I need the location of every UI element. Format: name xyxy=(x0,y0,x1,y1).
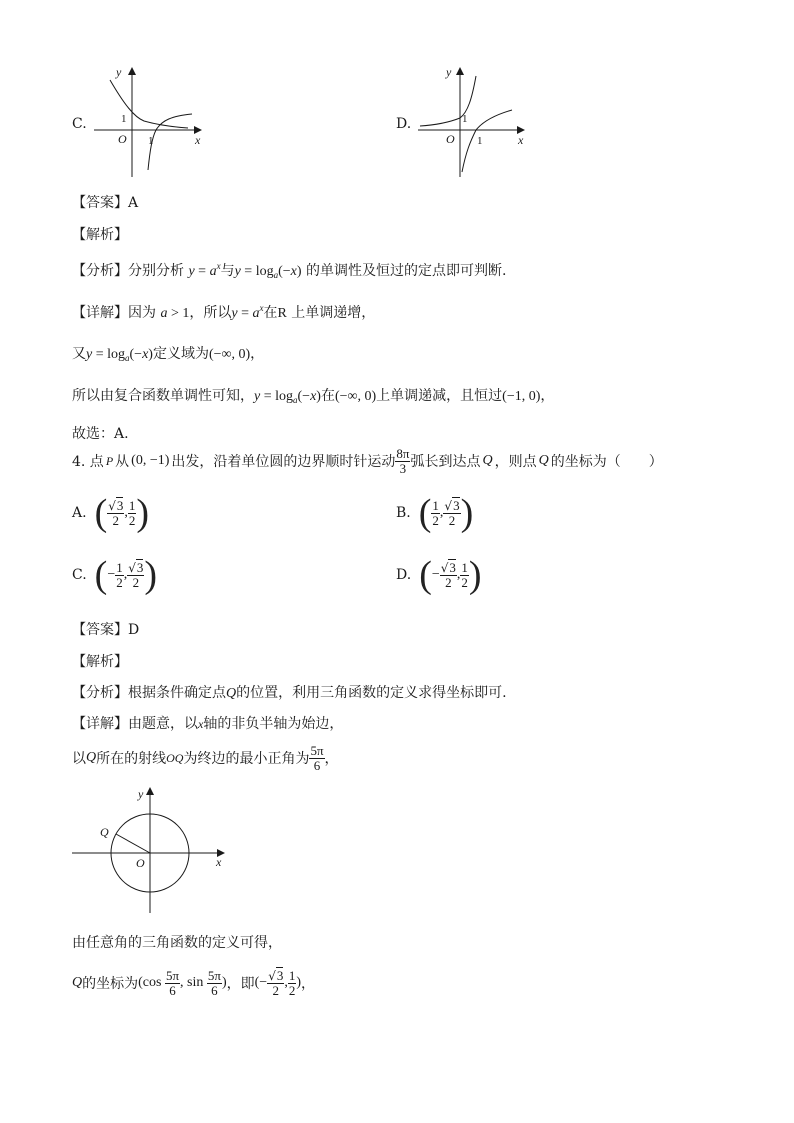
option-d-label: D. xyxy=(396,116,412,132)
y-intercept-label: 1 xyxy=(121,113,127,125)
ray-oq xyxy=(116,834,150,853)
q4-option-a[interactable]: A. ( $\frac{√3}{2}$ , $\frac{1}{2}$ ) xyxy=(72,492,150,534)
x-intercept-label: 1 xyxy=(148,135,154,147)
graph-option-d xyxy=(414,62,534,182)
angle-fraction: $\frac{5\pi}{6}$ xyxy=(310,743,324,773)
q4-analysis: 【分析】根据条件确定点Q的位置，利用三角函数的定义求得坐标即可. xyxy=(72,685,507,701)
y-axis-label: y xyxy=(138,787,144,801)
q3-detail-line1: 【详解】因为 a > 1，所以$y = a^x$在R 上单调递增， xyxy=(72,303,376,321)
log-curve xyxy=(148,114,192,170)
x-axis-label: x xyxy=(216,855,222,869)
option-c-label: C. xyxy=(72,116,87,132)
point-q-label: Q xyxy=(100,825,109,839)
origin-label: O xyxy=(118,132,127,146)
y-intercept-label: 1 xyxy=(462,113,468,125)
q4-answer: 【答案】D xyxy=(72,622,140,638)
q4-stem: 4. 点 P 从 (0, −1) 出发，沿着单位圆的边界顺时针运动 $\frac{8\pi}{3}$ 弧长到达点 Q ，则点 Q 的坐标为（ ） xyxy=(72,446,663,476)
q4-detail-line1: 【详解】由题意，以x轴的非负半轴为始边， xyxy=(72,716,344,732)
unit-circle-figure xyxy=(68,782,238,917)
analysis-tag: 【分析】 xyxy=(72,263,128,279)
q4-explain-label: 【解析】 xyxy=(72,654,128,670)
q3-detail-line2: 又$y = \log_a(-x)$定义域为(−∞, 0)， xyxy=(72,346,265,363)
x-intercept-label: 1 xyxy=(477,135,483,147)
y-axis-label: y xyxy=(116,65,122,79)
exponential-curve xyxy=(420,76,476,126)
graph-option-c xyxy=(88,62,213,182)
arc-length-fraction: $\frac{8\pi}{3}$ xyxy=(396,446,410,476)
q4-detail-line3: 由任意角的三角函数的定义可得， xyxy=(72,935,282,951)
detail-tag: 【详解】 xyxy=(72,305,128,321)
q3-choose: 故选：A. xyxy=(72,426,129,442)
q4-option-c[interactable]: C. ( − $\frac{1}{2}$ , $\frac{√3}{2}$ ) xyxy=(72,554,158,596)
q4-detail-line2: 以 Q 所在的射线 OQ 为终边的最小正角为 $\frac{5\pi}{6}$ ， xyxy=(72,743,339,773)
q3-answer: 【答案】A xyxy=(72,195,139,211)
q3-analysis: 【分析】分别分析 $y = a^x$与$y = \log_a(-x)$ 的单调性及恒过的定点即可判断. xyxy=(72,261,507,280)
x-axis-label: x xyxy=(518,133,524,147)
q4-detail-line4: Q 的坐标为 (cos $\frac{5\pi}{6}$ , sin $\frac{5\pi}{6}$ ) ，即 (− $\frac{√3}{2}$ , $\frac{1}{2}$ ) ， xyxy=(72,968,316,998)
origin-label: O xyxy=(446,132,455,146)
origin-label: O xyxy=(136,856,145,870)
x-axis-label: x xyxy=(195,133,201,147)
q3-detail-line3: 所以由复合函数单调性可知，$y = \log_a(-x)$在(−∞, 0)上单调递减，且恒过(−1, 0)， xyxy=(72,388,555,405)
log-curve xyxy=(462,110,512,172)
q4-option-d[interactable]: D. ( − $\frac{√3}{2}$ , $\frac{1}{2}$ ) xyxy=(396,554,482,596)
q4-option-b[interactable]: B. ( $\frac{1}{2}$ , $\frac{√3}{2}$ ) xyxy=(396,492,474,534)
q3-explain-label: 【解析】 xyxy=(72,227,128,243)
y-axis-label: y xyxy=(446,65,452,79)
